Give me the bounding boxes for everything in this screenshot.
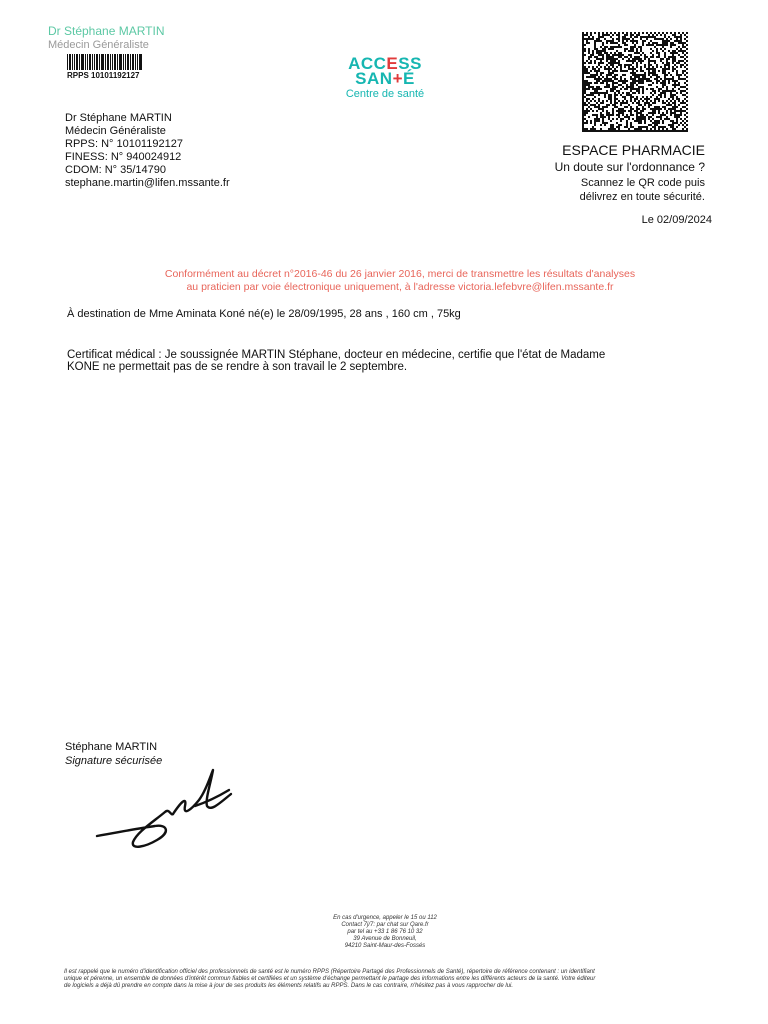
pharmacy-title: ESPACE PHARMACIE — [562, 142, 705, 158]
doctor-cdom: CDOM: N° 35/14790 — [65, 164, 166, 176]
footer-address-street: 39 Avenue de Bonneuil, — [353, 936, 417, 942]
doctor-specialty: Médecin Généraliste — [65, 125, 166, 137]
logo-subtitle: Centre de santé — [345, 88, 425, 100]
doctor-name: Dr Stéphane MARTIN — [65, 112, 172, 124]
rpps-barcode — [67, 54, 142, 70]
header-specialty: Médecin Généraliste — [48, 39, 149, 51]
signatory-name: Stéphane MARTIN — [65, 741, 158, 753]
pharmacy-instruction-1: Scannez le QR code puis — [580, 177, 705, 189]
pharmacy-question: Un doute sur l'ordonnance ? — [554, 160, 705, 174]
footer-address-city: 94210 Saint-Maur-des-Fossés — [344, 943, 426, 949]
rpps-barcode-label: RPPS 10101192127 — [67, 71, 140, 80]
document-date: Le 02/09/2024 — [641, 214, 712, 226]
legal-line-1: Il est rappelé que le numéro d'identification officiel des professionnels de santé est le numéro RPPS (Répertoire Partagé des Professionnels de Santé), répertoire de référence contenant : un identifiant — [64, 969, 595, 975]
footer-contact — [0, 915, 768, 950]
pharmacy-instruction-2: délivrez en toute sécurité. — [579, 191, 705, 203]
access-sante-logo: ACCESS SAN+É Centre de santé — [340, 56, 430, 100]
notice-line-2: au praticien par voie électronique uniquement, à l'adresse victoria.lefebvre@lifen.mssante.fr — [186, 281, 614, 293]
legal-line-2: unique et pérenne, un ensemble de données d'intérêt commun fiables et certifiées et un système d'échange permettant le partage des informations entre les différents acteurs de la santé. Votre éditeur — [64, 976, 596, 982]
legal-line-3: de logiciels a déjà dû prendre en compte dans la mise à jour de ses produits les éléments relatifs au RPPS. Dans le cas contraire, n'hésitez pas à vous rapprocher de lui. — [64, 983, 514, 989]
doctor-email[interactable]: stephane.martin@lifen.mssante.fr — [65, 177, 230, 189]
header-doctor-name: Dr Stéphane MARTIN — [48, 24, 165, 38]
doctor-rpps: RPPS: N° 10101192127 — [65, 138, 183, 150]
footer-phone: par tel au +33 1 86 76 10 32 — [347, 929, 423, 935]
handwritten-signature — [95, 766, 235, 856]
notice-line-1: Conformément au décret n°2016-46 du 26 janvier 2016, merci de transmettre les résultats d'analyses — [164, 268, 636, 280]
certificate-line-2: KONE ne permettait pas de se rendre à son travail le 2 septembre. — [67, 361, 408, 373]
qr-code[interactable] — [582, 32, 688, 132]
decree-notice — [0, 268, 768, 294]
pharmacy-section — [555, 142, 705, 204]
certificate-line-1: Certificat médical : Je soussignée MARTIN Stéphane, docteur en médecine, certifie que l'état de Madame — [67, 349, 606, 361]
doctor-finess: FINESS: N° 940024912 — [65, 151, 182, 163]
signature-label: Signature sécurisée — [65, 755, 163, 767]
certificate-text — [67, 349, 687, 373]
footer-legal-notice — [64, 969, 734, 990]
footer-emergency: En cas d'urgence, appeler le 15 ou 112 — [333, 915, 437, 921]
patient-destination: À destination de Mme Aminata Koné né(e) le 28/09/1995, 28 ans , 160 cm , 75kg — [67, 308, 461, 320]
qr-modules — [582, 32, 688, 132]
footer-chat: Contact 7j/7: par chat sur Qare.fr — [341, 922, 429, 928]
doctor-details — [65, 112, 230, 190]
